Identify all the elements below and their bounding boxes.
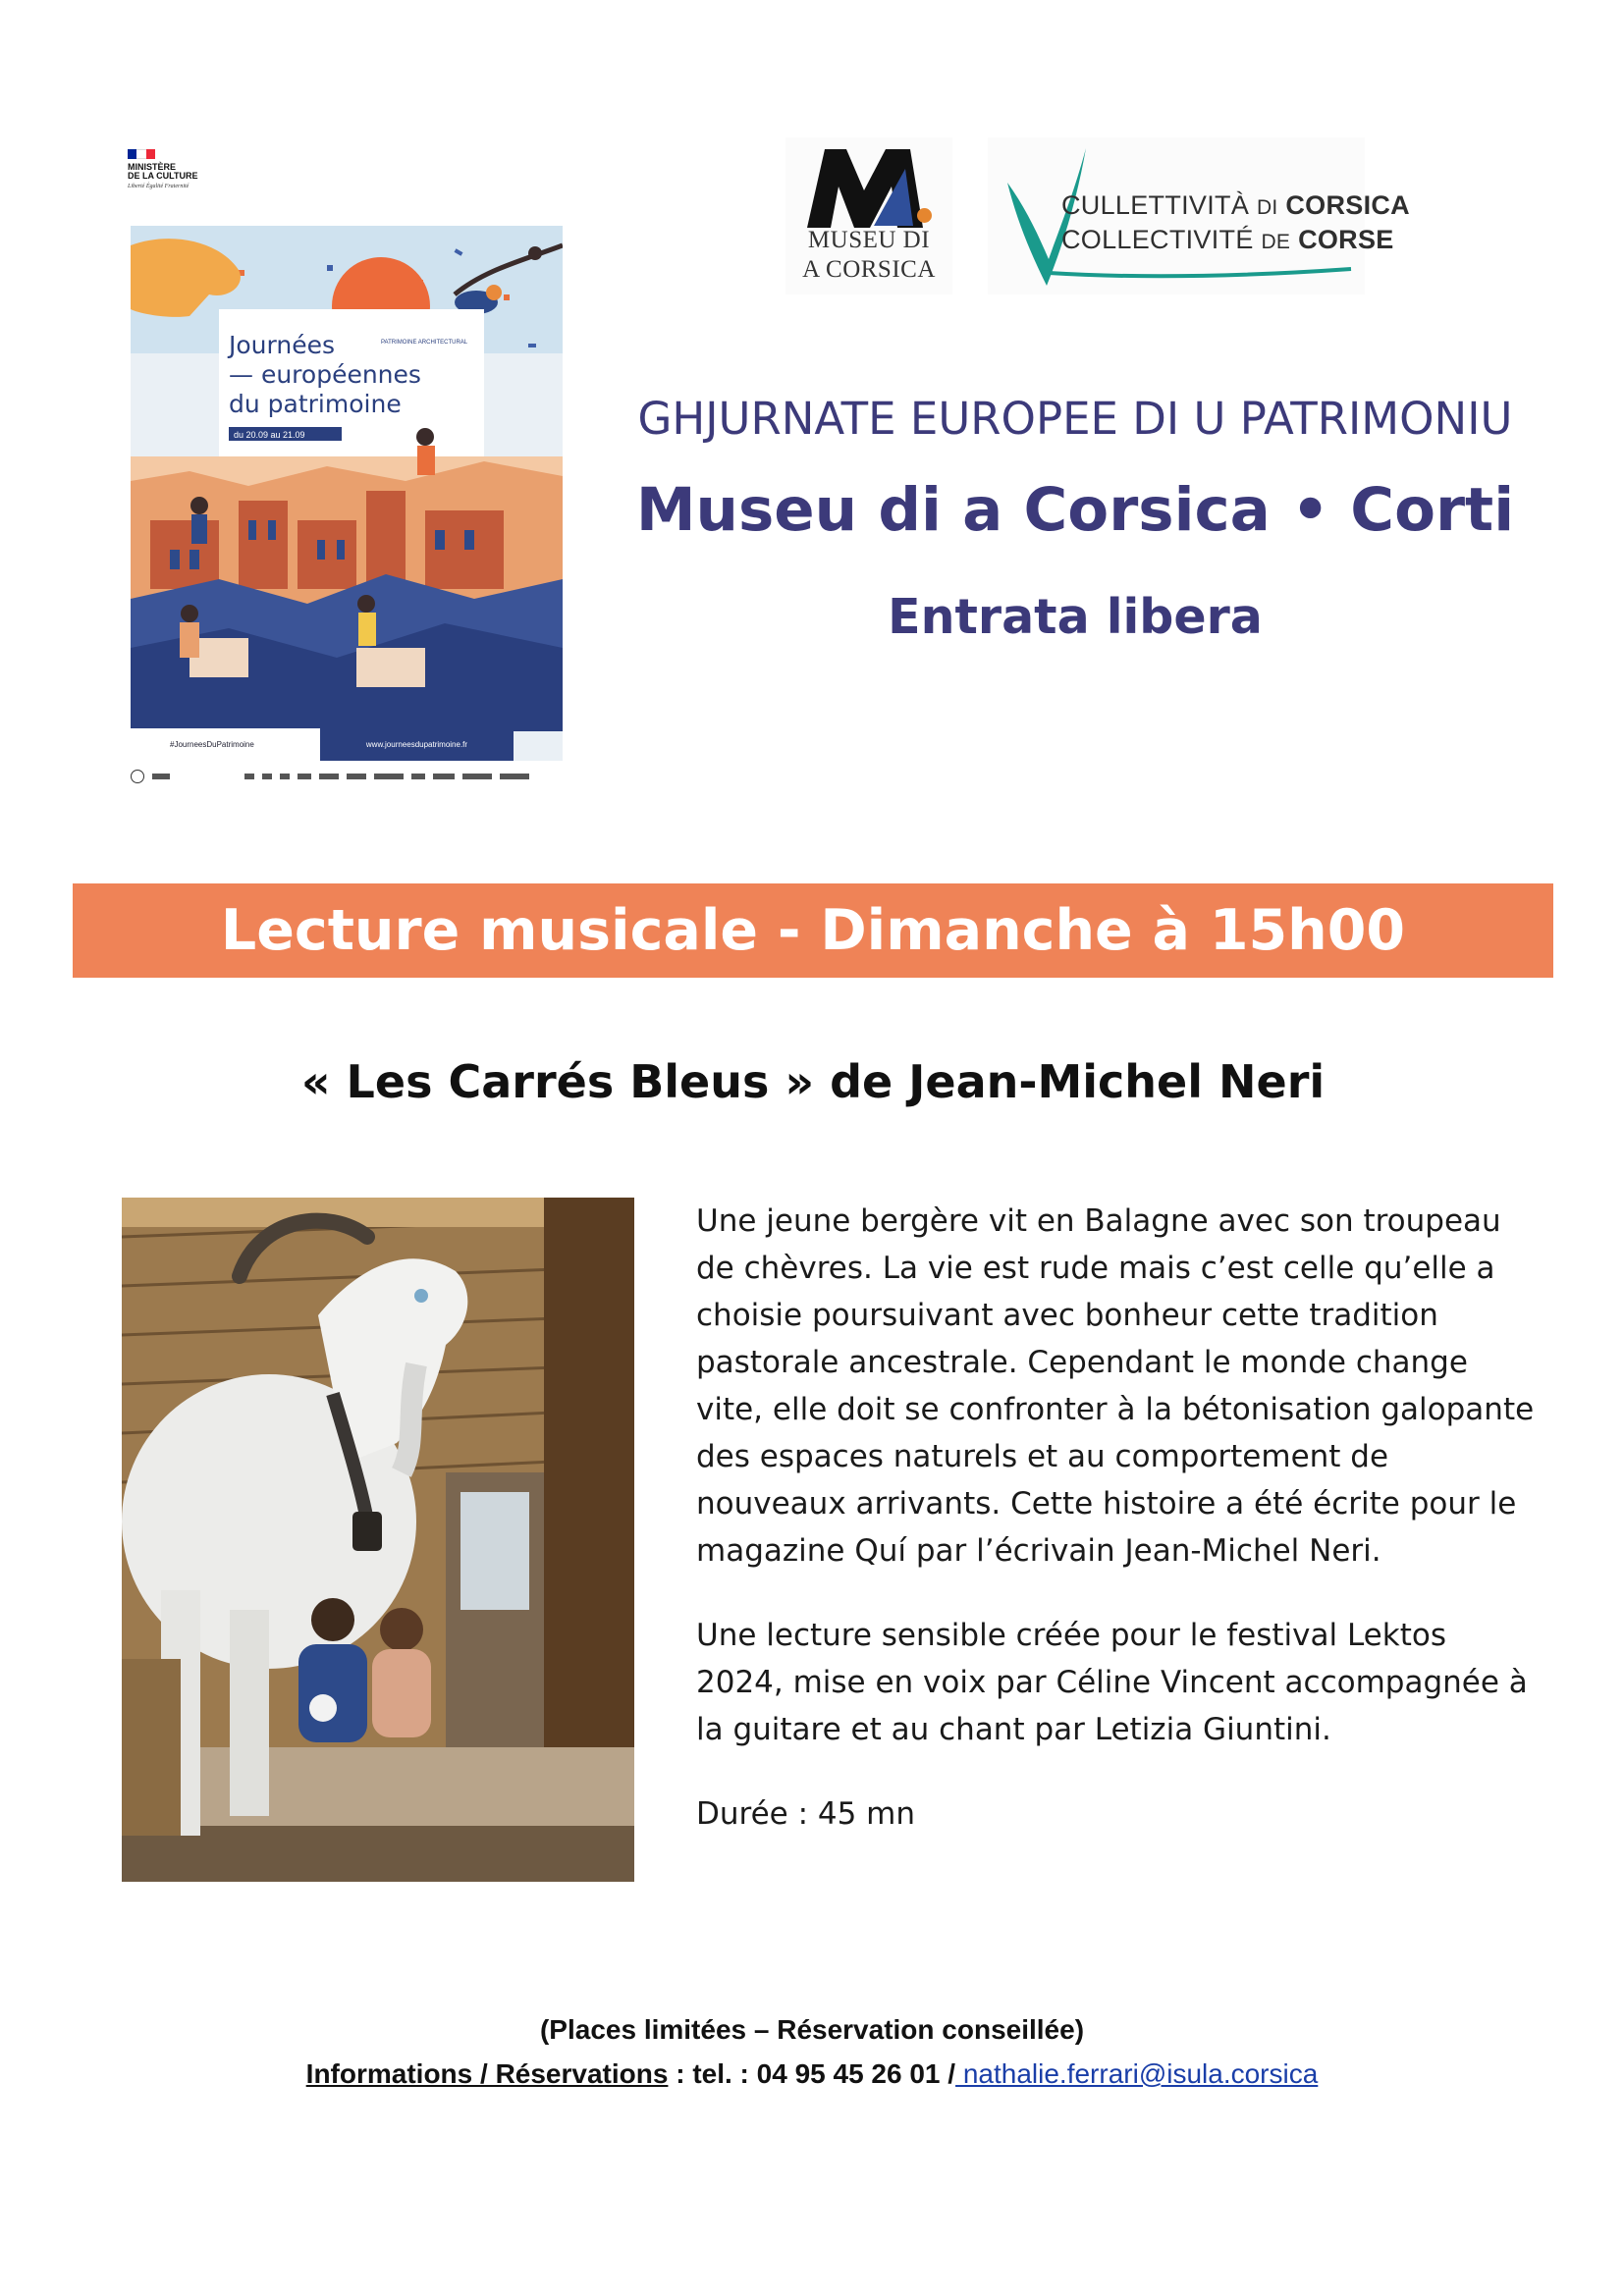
contact-line xyxy=(0,2058,1624,2090)
event-banner: Lecture musicale - Dimanche à 15h00 xyxy=(73,883,1553,978)
ministere-name: MINISTÈRE DE LA CULTURE xyxy=(128,162,198,181)
museu-m-icon xyxy=(807,149,925,228)
description-paragraph-1: Une jeune bergère vit en Balagne avec son troupeau de chèvres. La vie est rude mais c’est celle qu’elle a choisie poursuivant avec bonheur cette tradition pastorale ancestrale. Cependant le monde change vite, elle doit se confronter à la bétonisation galopante des espaces naturels et au comportement de nouveaux arrivants. Cette histoire a été écrite pour le magazine Quí par l’écrivain Jean-Michel Neri. xyxy=(696,1203,1535,1569)
ministere-motto: Liberté Égalité Fraternité xyxy=(128,184,189,189)
email-link[interactable]: nathalie.ferrari@isula.corsica xyxy=(955,2058,1319,2089)
duration-text: Durée : 45 mn xyxy=(696,1796,916,1832)
venue-title: Museu di a Corsica • Corti xyxy=(635,475,1515,545)
event-title: GHJURNATE EUROPEE DI U PATRIMONIU xyxy=(637,393,1513,445)
museu-di-a-corsica-logo xyxy=(785,137,952,294)
poster-tag: PATRIMOINE ARCHITECTURAL xyxy=(381,340,468,346)
places-note: (Places limitées – Réservation conseillée) xyxy=(539,2014,1085,2045)
description-paragraph-2: Une lecture sensible créée pour le festival Lektos 2024, mise en voix par Céline Vincent accompagnée à la guitare et au chant par Letizia Giuntini. xyxy=(696,1618,1528,1747)
museu-dot-icon xyxy=(917,208,932,223)
poster-partner-logos xyxy=(131,766,563,783)
french-flag-icon xyxy=(128,149,155,159)
poster-dates: du 20.09 au 21.09 xyxy=(234,430,305,440)
museu-logo-text: MUSEU DI A CORSICA xyxy=(802,227,936,283)
phone-text: : tel. : 04 95 45 26 01 / xyxy=(668,2058,956,2089)
poster-title-1: Journées xyxy=(229,331,335,359)
entry-note: Entrata libera xyxy=(888,589,1263,645)
description xyxy=(696,1198,1541,1838)
poster-illustration xyxy=(131,226,563,761)
corsica-logo-line1: CULLETTIVITÀ DI CORSICA xyxy=(1061,190,1410,220)
poster-title-2: — européennes xyxy=(229,360,421,389)
goat-photo-image xyxy=(122,1198,634,1882)
corsica-logo-line2: COLLECTIVITÉ DE CORSE xyxy=(1061,225,1394,254)
ministere-culture-logo xyxy=(128,149,216,190)
poster-title-3: du patrimoine xyxy=(229,390,402,418)
poster-website: www.journeesdupatrimoine.fr xyxy=(320,728,514,761)
journees-patrimoine-poster xyxy=(131,226,563,761)
reading-title: « Les Carrés Bleus » de Jean-Michel Neri xyxy=(300,1055,1326,1108)
collectivite-de-corse-logo xyxy=(988,137,1410,294)
poster-hashtag: #JourneesDuPatrimoine xyxy=(131,728,320,761)
goat-photo xyxy=(122,1198,634,1882)
info-label: Informations / Réservations xyxy=(305,2058,669,2089)
